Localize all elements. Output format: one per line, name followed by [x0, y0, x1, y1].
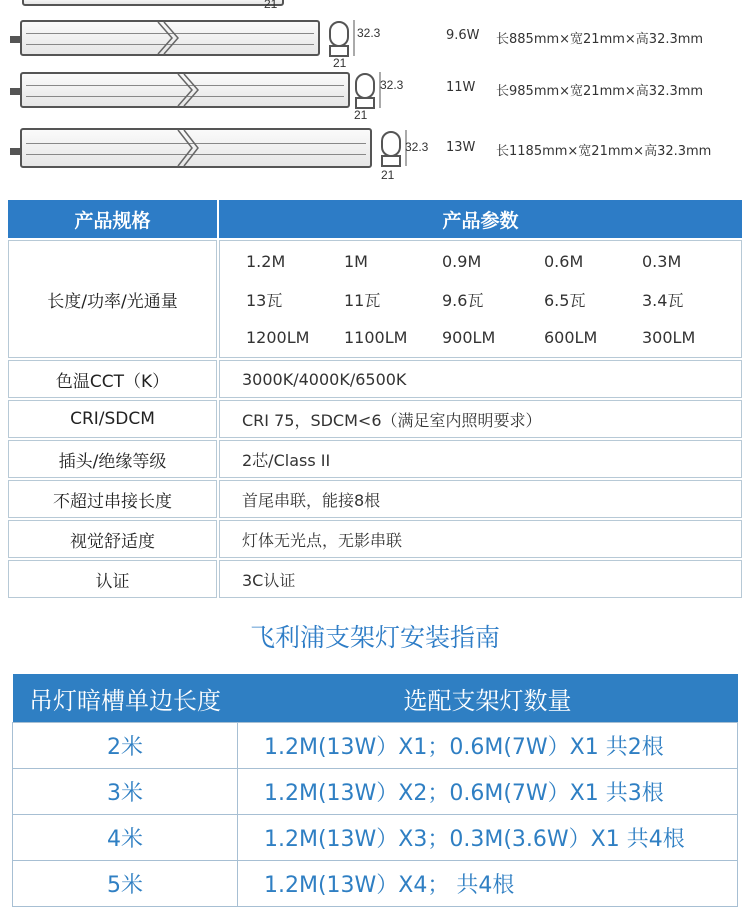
spec-value: 首尾串联，能接8根: [219, 480, 742, 518]
spec-value: 3C认证: [219, 560, 742, 598]
spec-value: 2芯/Class II: [219, 440, 742, 478]
tube-drawing-partial: [22, 0, 284, 6]
power-rating: 13W: [446, 140, 476, 155]
end-width-dimension: 21: [354, 108, 368, 122]
guide-header-left: 吊灯暗槽单边长度: [13, 674, 238, 723]
tube-drawing: [20, 20, 320, 56]
table-row: [8, 240, 742, 358]
spec-label: 色温CCT（K）: [8, 360, 217, 398]
length-value: 0.6M: [544, 251, 584, 271]
fixture-config: 1.2M(13W）X4； 共4根: [238, 861, 738, 907]
lumen-value: 1100LM: [344, 327, 408, 347]
installation-guide-table: [12, 674, 738, 907]
tube-drawing: [20, 128, 372, 168]
groove-length: 2米: [13, 723, 238, 769]
table-row: [8, 520, 742, 558]
power-rating: 11W: [446, 80, 476, 95]
spec-label: 长度/功率/光通量: [8, 240, 217, 358]
groove-length: 3米: [13, 769, 238, 815]
spec-label: 不超过串接长度: [8, 480, 217, 518]
plug: [10, 148, 20, 155]
guide-header-right: 选配支架灯数量: [238, 674, 738, 723]
lumen-value: 1200LM: [246, 327, 310, 347]
product-drawings: [0, 0, 750, 190]
power-value: 11瓦: [344, 290, 381, 310]
tube-drawing: [20, 72, 350, 108]
table-row: [8, 360, 742, 398]
end-width-dimension: 21: [381, 168, 395, 182]
table-row: [8, 560, 742, 598]
power-value: 6.5瓦: [544, 290, 586, 310]
table-row: [13, 815, 738, 861]
table-row: [13, 861, 738, 907]
table-row: [8, 440, 742, 478]
groove-length: 4米: [13, 815, 238, 861]
top-width-dimension: 21: [264, 0, 278, 11]
dimension-spec: 长1185mm×宽21mm×高32.3mm: [496, 144, 712, 159]
plug: [10, 36, 20, 43]
fixture-config: 1.2M(13W）X1；0.6M(7W）X1 共2根: [238, 723, 738, 769]
length-value: 1M: [344, 251, 368, 271]
power-value: 3.4瓦: [642, 290, 684, 310]
spec-value: CRI 75，SDCM<6（满足室内照明要求）: [219, 400, 742, 438]
end-height-dimension: 32.3: [405, 140, 429, 154]
length-power-lumen-grid: [219, 240, 742, 358]
length-value: 0.9M: [442, 251, 482, 271]
spec-label: 视觉舒适度: [8, 520, 217, 558]
spec-label: 认证: [8, 560, 217, 598]
lumens-row: [246, 318, 740, 356]
spec-table: [6, 198, 744, 600]
spec-header-left: 产品规格: [8, 200, 217, 238]
table-row: [13, 769, 738, 815]
end-height-dimension: 32.3: [380, 78, 404, 92]
guide-header-row: [13, 674, 738, 723]
table-row: [8, 400, 742, 438]
end-height-dimension: 32.3: [357, 26, 381, 40]
fixture-config: 1.2M(13W）X3；0.3M(3.6W）X1 共4根: [238, 815, 738, 861]
plug: [10, 88, 20, 95]
spec-header-row: [8, 200, 742, 238]
spec-value: 灯体无光点，无影串联: [219, 520, 742, 558]
spec-value: 3000K/4000K/6500K: [219, 360, 742, 398]
fixture-config: 1.2M(13W）X2；0.6M(7W）X1 共3根: [238, 769, 738, 815]
length-value: 0.3M: [642, 251, 682, 271]
lumen-value: 900LM: [442, 327, 496, 347]
spec-label: CRI/SDCM: [8, 400, 217, 438]
power-rating: 9.6W: [446, 28, 480, 43]
table-row: [8, 480, 742, 518]
end-width-dimension: 21: [333, 56, 347, 70]
length-value: 1.2M: [246, 251, 286, 271]
power-value: 9.6瓦: [442, 290, 484, 310]
lumen-value: 600LM: [544, 327, 598, 347]
table-row: [13, 723, 738, 769]
dimension-spec: 长885mm×宽21mm×高32.3mm: [496, 32, 704, 47]
lengths-row: [246, 242, 740, 280]
dimension-spec: 长985mm×宽21mm×高32.3mm: [496, 84, 704, 99]
power-value: 13瓦: [246, 290, 283, 310]
spec-label: 插头/绝缘等级: [8, 440, 217, 478]
spec-header-right: 产品参数: [219, 200, 742, 238]
lumen-value: 300LM: [642, 327, 696, 347]
groove-length: 5米: [13, 861, 238, 907]
powers-row: [246, 280, 740, 318]
guide-title: 飞利浦支架灯安装指南: [249, 623, 500, 652]
